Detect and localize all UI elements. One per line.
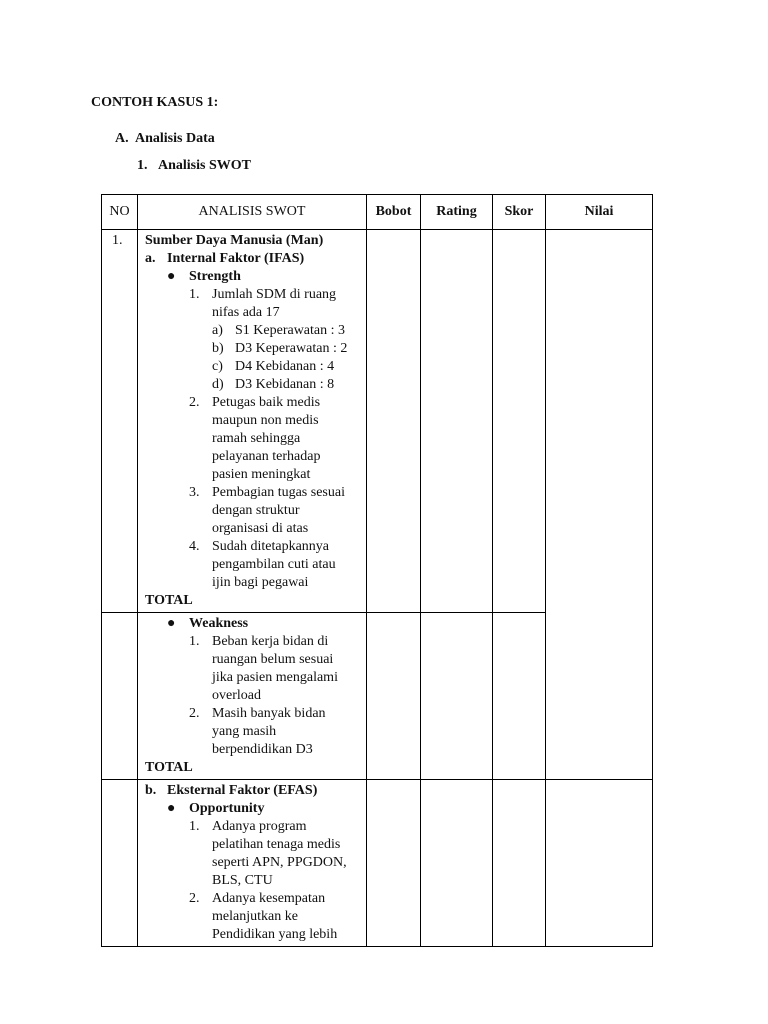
skor-cell [493,613,546,780]
item-number: 1. [189,634,200,649]
swot-cell-strength [138,230,367,613]
external-label: b. [145,783,157,798]
bullet-icon: ● [167,801,176,816]
strength-heading [145,268,366,286]
sub-item-label: d) [212,377,224,392]
item-text: Petugas baik medis maupun non medis ramah sehingga pelayanan terhadap pasien meningkat [212,395,321,482]
bobot-cell [367,780,421,947]
bullet-icon: ● [167,269,176,284]
weakness-heading [145,615,366,633]
rating-cell [421,780,493,947]
item-number: 2. [189,706,200,721]
header-bobot: Bobot [367,195,421,230]
item-text: Jumlah SDM di ruang nifas ada 17 [212,287,337,320]
external-factor-heading [145,782,366,800]
table-row [102,780,653,947]
section-heading-a [115,130,215,148]
item-number: 3. [189,485,200,500]
header-analisis-swot: ANALISIS SWOT [138,195,367,230]
nilai-cell [546,780,653,947]
internal-text: Internal Faktor (IFAS) [167,251,305,266]
swot-cell-weakness [138,613,367,780]
item-text: Pembagian tugas sesuai dengan struktur organisasi di atas [212,485,345,536]
bobot-cell [367,613,421,780]
header-no: NO [102,195,138,230]
sub-item-label: b) [212,341,224,356]
header-skor: Skor [493,195,546,230]
opportunity-label: Opportunity [189,801,265,816]
item-number: 2. [189,395,200,410]
bullet-icon: ● [167,616,176,631]
list-item [145,484,349,538]
internal-label: a. [145,251,156,266]
row-number: 1. [102,230,138,613]
item-number: 1. [189,287,200,302]
item-number: 2. [189,891,200,906]
section-1-label: 1. [137,158,148,173]
swot-table [101,194,653,947]
external-text: Eksternal Faktor (EFAS) [167,783,318,798]
item-text: Adanya program pelatihan tenaga medis seperti APN, PPGDON, BLS, CTU [212,819,347,888]
list-item [145,394,334,484]
skor-cell [493,230,546,613]
rating-cell [421,613,493,780]
item-text: Beban kerja bidan di ruangan belum sesuai jika pasien mengalami overload [212,634,338,703]
strength-total: TOTAL [145,593,193,608]
internal-factor-heading [145,250,366,268]
category-title: Sumber Daya Manusia (Man) [145,233,324,248]
opportunity-heading [145,800,366,818]
list-item [145,538,339,592]
item-text: Sudah ditetapkannya pengambilan cuti atau ijin bagi pegawai [212,539,336,590]
sub-item [145,340,366,358]
sub-item-text: S1 Keperawatan : 3 [235,323,346,338]
row-number-empty [102,780,138,947]
sub-item-text: D4 Kebidanan : 4 [235,359,335,374]
row-number-empty [102,613,138,780]
weakness-total: TOTAL [145,760,193,775]
list-item [145,633,344,705]
document-title: CONTOH KASUS 1: [91,95,219,110]
list-item [145,705,334,759]
skor-cell [493,780,546,947]
section-a-label: A. [115,131,129,146]
sub-item-label: c) [212,359,223,374]
sub-item-text: D3 Keperawatan : 2 [235,341,348,356]
item-text: Adanya kesempatan melanjutkan ke Pendidikan yang lebih [212,891,338,942]
table-row [102,230,653,613]
swot-cell-opportunity [138,780,367,947]
sub-item [145,376,366,394]
bobot-cell [367,230,421,613]
strength-label: Strength [189,269,241,284]
sub-item-label: a) [212,323,223,338]
nilai-cell [546,230,653,780]
sub-item-text: D3 Kebidanan : 8 [235,377,335,392]
item-number: 1. [189,819,200,834]
header-rating: Rating [421,195,493,230]
list-item [145,818,359,890]
sub-item [145,358,366,376]
list-item [145,890,354,944]
weakness-label: Weakness [189,616,249,631]
header-nilai: Nilai [546,195,653,230]
section-1-text: Analisis SWOT [158,158,251,173]
item-text: Masih banyak bidan yang masih berpendidikan D3 [212,706,326,757]
section-heading-1 [137,157,251,175]
header-row [102,195,653,230]
sub-item [145,322,366,340]
section-a-text: Analisis Data [135,131,215,146]
list-item [145,286,339,322]
item-number: 4. [189,539,200,554]
rating-cell [421,230,493,613]
